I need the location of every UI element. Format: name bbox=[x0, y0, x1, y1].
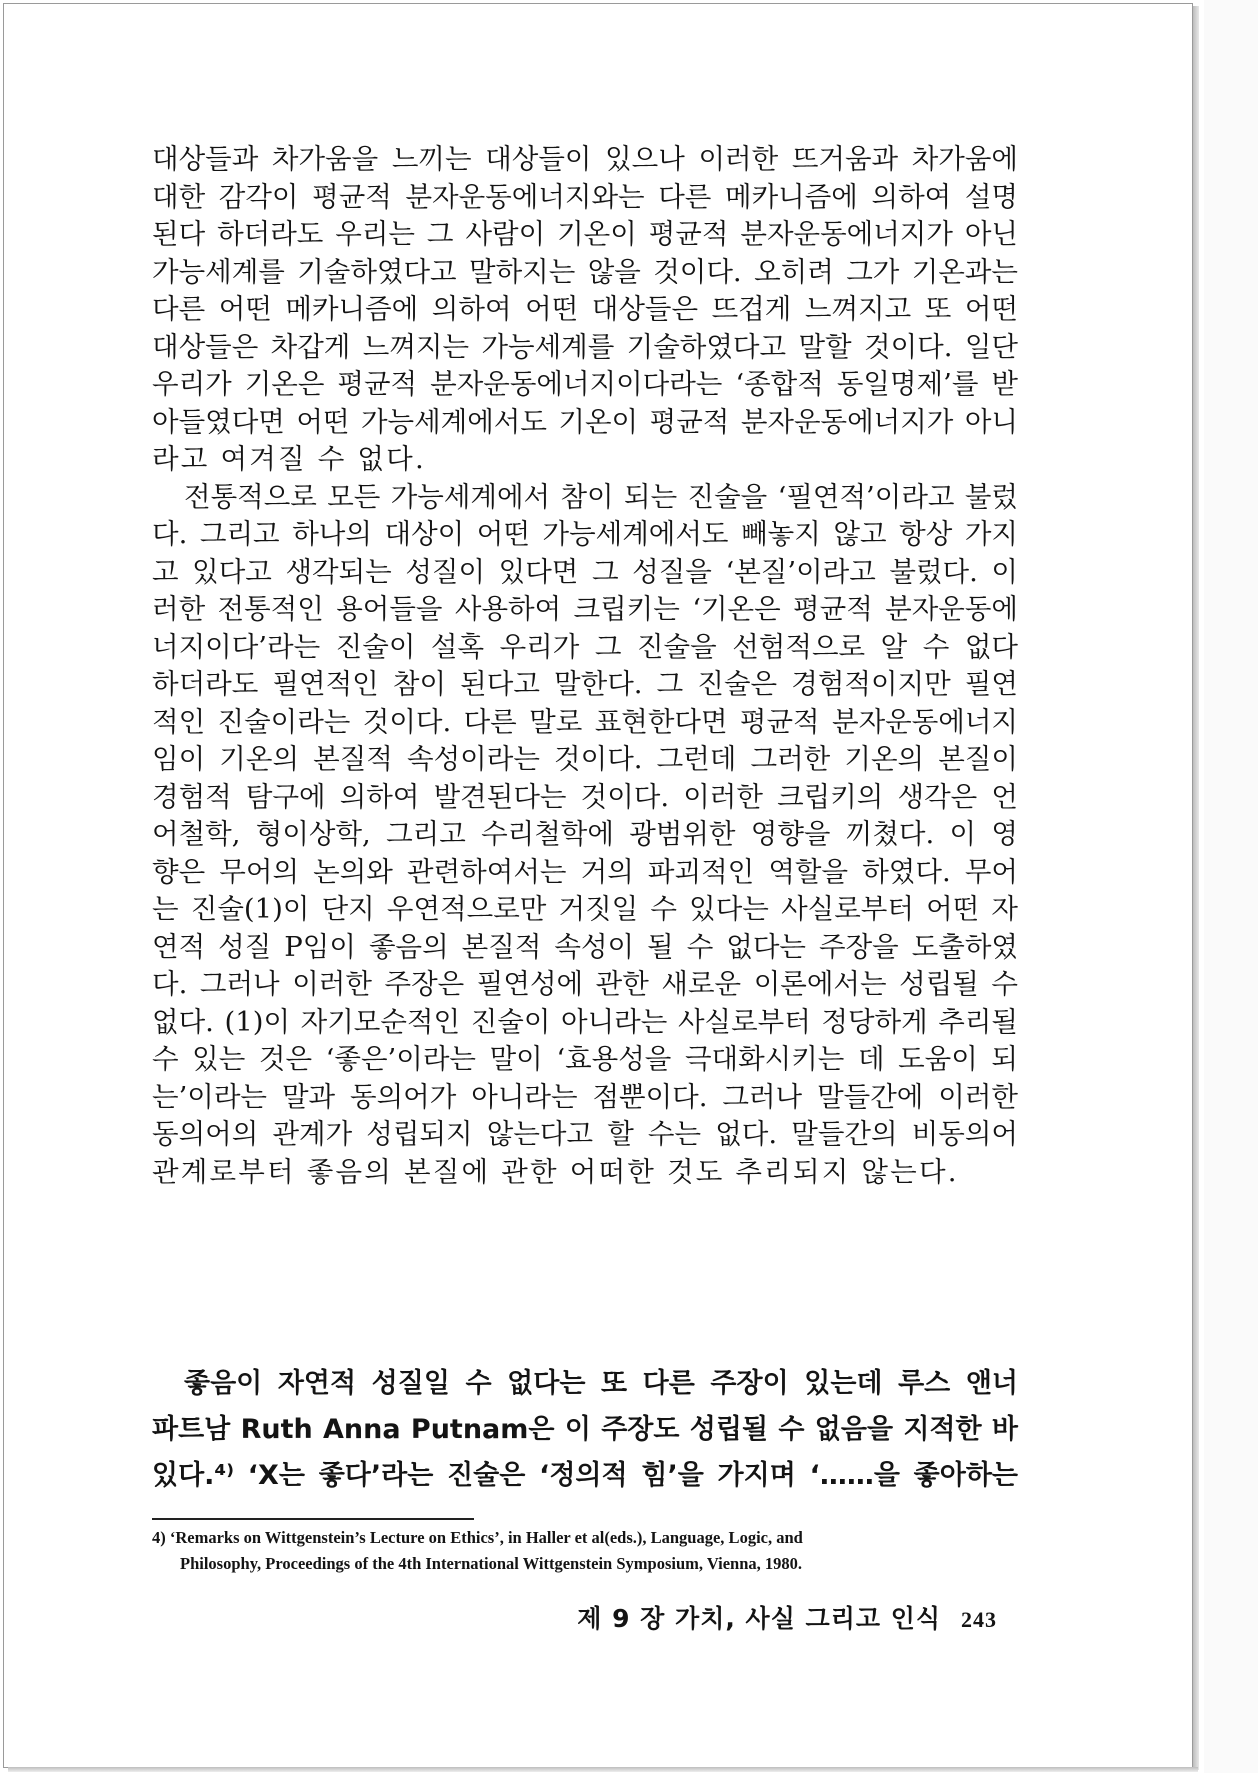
paragraph-last-line: 관계로부터 좋음의 본질에 관한 어떠한 것도 추리되지 않는다. bbox=[152, 1155, 959, 1188]
body-text-line: 하더라도 필연적인 참이 된다고 말한다. 그 진술은 경험적이지만 필연 bbox=[152, 668, 1018, 700]
body-text-line: 아들였다면 어떤 가능세계에서도 기온이 평균적 분자운동에너지가 아니 bbox=[152, 405, 1018, 438]
body-text-line: 연적 성질 P임이 좋음의 본질적 속성이 될 수 없다는 주장을 도출하였 bbox=[152, 930, 1018, 963]
body-text-line: 너지이다’라는 진술이 설혹 우리가 그 진술을 선험적으로 알 수 없다 bbox=[152, 630, 1018, 663]
viewer-margin bbox=[1204, 0, 1258, 1773]
page-shadow-right bbox=[1193, 6, 1199, 1770]
footnote-line: 4) ‘Remarks on Wittgenstein’s Lecture on Ethics’, in Haller et al(eds.), Language, Logic, and bbox=[152, 1528, 803, 1547]
body-text-line: 경험적 탐구에 의하여 발견된다는 것이다. 이러한 크립키의 생각은 언 bbox=[152, 780, 1018, 813]
footnote-rule bbox=[152, 1518, 474, 1520]
running-footer bbox=[567, 1600, 997, 1638]
body-text-line: 는 진술(1)이 단지 우연적으로만 거짓일 수 있다는 사실로부터 어떤 자 bbox=[152, 893, 1018, 925]
paragraph-first-line: 전통적으로 모든 가능세계에서 참이 되는 진술을 ‘필연적’이라고 불렀 bbox=[184, 480, 1018, 513]
body-text-line: 어철학, 형이상학, 그리고 수리철학에 광범위한 영향을 끼쳤다. 이 영 bbox=[152, 818, 1018, 850]
body-text-line: 고 있다고 생각되는 성질이 있다면 그 성질을 ‘본질’이라고 불렀다. 이 bbox=[152, 555, 1018, 588]
body-text-line: 향은 무어의 논의와 관련하여서는 거의 파괴적인 역할을 하였다. 무어 bbox=[152, 855, 1018, 888]
body-text-line: 는’이라는 말과 동의어가 아니라는 점뿐이다. 그러나 말들간에 이러한 bbox=[152, 1080, 1018, 1113]
body-text-line: 동의어의 관계가 성립되지 않는다고 할 수는 없다. 말들간의 비동의어 bbox=[152, 1118, 1018, 1150]
body-text-line: 된다 하더라도 우리는 그 사람이 기온이 평균적 분자운동에너지가 아닌 bbox=[152, 218, 1018, 250]
footnote-line: Philosophy, Proceedings of the 4th International Wittgenstein Symposium, Vienna, 1980. bbox=[180, 1554, 803, 1573]
body-text-line: 없다. (1)이 자기모순적인 진술이 아니라는 사실로부터 정당하게 추리될 bbox=[152, 1005, 1018, 1038]
body-text-line: 파트남 Ruth Anna Putnam은 이 주장도 성립될 수 없음을 지적한 바 bbox=[152, 1414, 1018, 1445]
body-text-line: 임이 기온의 본질적 속성이라는 것이다. 그런데 그러한 기온의 본질이 bbox=[152, 743, 1018, 775]
body-text-line: 우리가 기온은 평균적 분자운동에너지이다라는 ‘종합적 동일명제’를 받 bbox=[152, 368, 1018, 400]
page-number: 243 bbox=[961, 1607, 997, 1632]
body-text-line: 대상들은 차갑게 느껴지는 가능세계를 기술하였다고 말할 것이다. 일단 bbox=[152, 330, 1018, 363]
page-shadow-bottom bbox=[8, 1767, 1198, 1772]
body-text-line: 수 있는 것은 ‘좋은’이라는 말이 ‘효용성을 극대화시키는 데 도움이 되 bbox=[152, 1043, 1018, 1075]
body-text-line: 다른 어떤 메카니즘에 의하여 어떤 대상들은 뜨겁게 느껴지고 또 어떤 bbox=[152, 293, 1018, 325]
paragraph-first-line: 좋음이 자연적 성질일 수 없다는 또 다른 주장이 있는데 루스 앤너 bbox=[184, 1368, 1018, 1399]
body-text-line: 다. 그러나 이러한 주장은 필연성에 관한 새로운 이론에서는 성립될 수 bbox=[152, 968, 1018, 1000]
body-text-line: 러한 전통적인 용어들을 사용하여 크립키는 ‘기온은 평균적 분자운동에 bbox=[152, 593, 1018, 625]
body-text-line: 가능세계를 기술하였다고 말하지는 않을 것이다. 오히려 그가 기온과는 bbox=[152, 255, 1018, 288]
body-text-line: 있다.⁴⁾ ‘X는 좋다’라는 진술은 ‘정의적 힘’을 가지며 ‘……을 좋아하는 bbox=[152, 1460, 1018, 1491]
paragraph-last-line: 라고 여겨질 수 없다. bbox=[152, 443, 426, 475]
body-text-line: 대한 감각이 평균적 분자운동에너지와는 다른 메카니즘에 의하여 설명 bbox=[152, 180, 1018, 213]
body-text-line: 다. 그리고 하나의 대상이 어떤 가능세계에서도 빼놓지 않고 항상 가지 bbox=[152, 518, 1018, 550]
chapter-title: 제 9 장 가치, 사실 그리고 인식 bbox=[577, 1604, 941, 1633]
body-text-line: 적인 진술이라는 것이다. 다른 말로 표현한다면 평균적 분자운동에너지 bbox=[152, 705, 1018, 738]
body-text-line: 대상들과 차가움을 느끼는 대상들이 있으나 이러한 뜨거움과 차가움에 bbox=[152, 143, 1018, 175]
